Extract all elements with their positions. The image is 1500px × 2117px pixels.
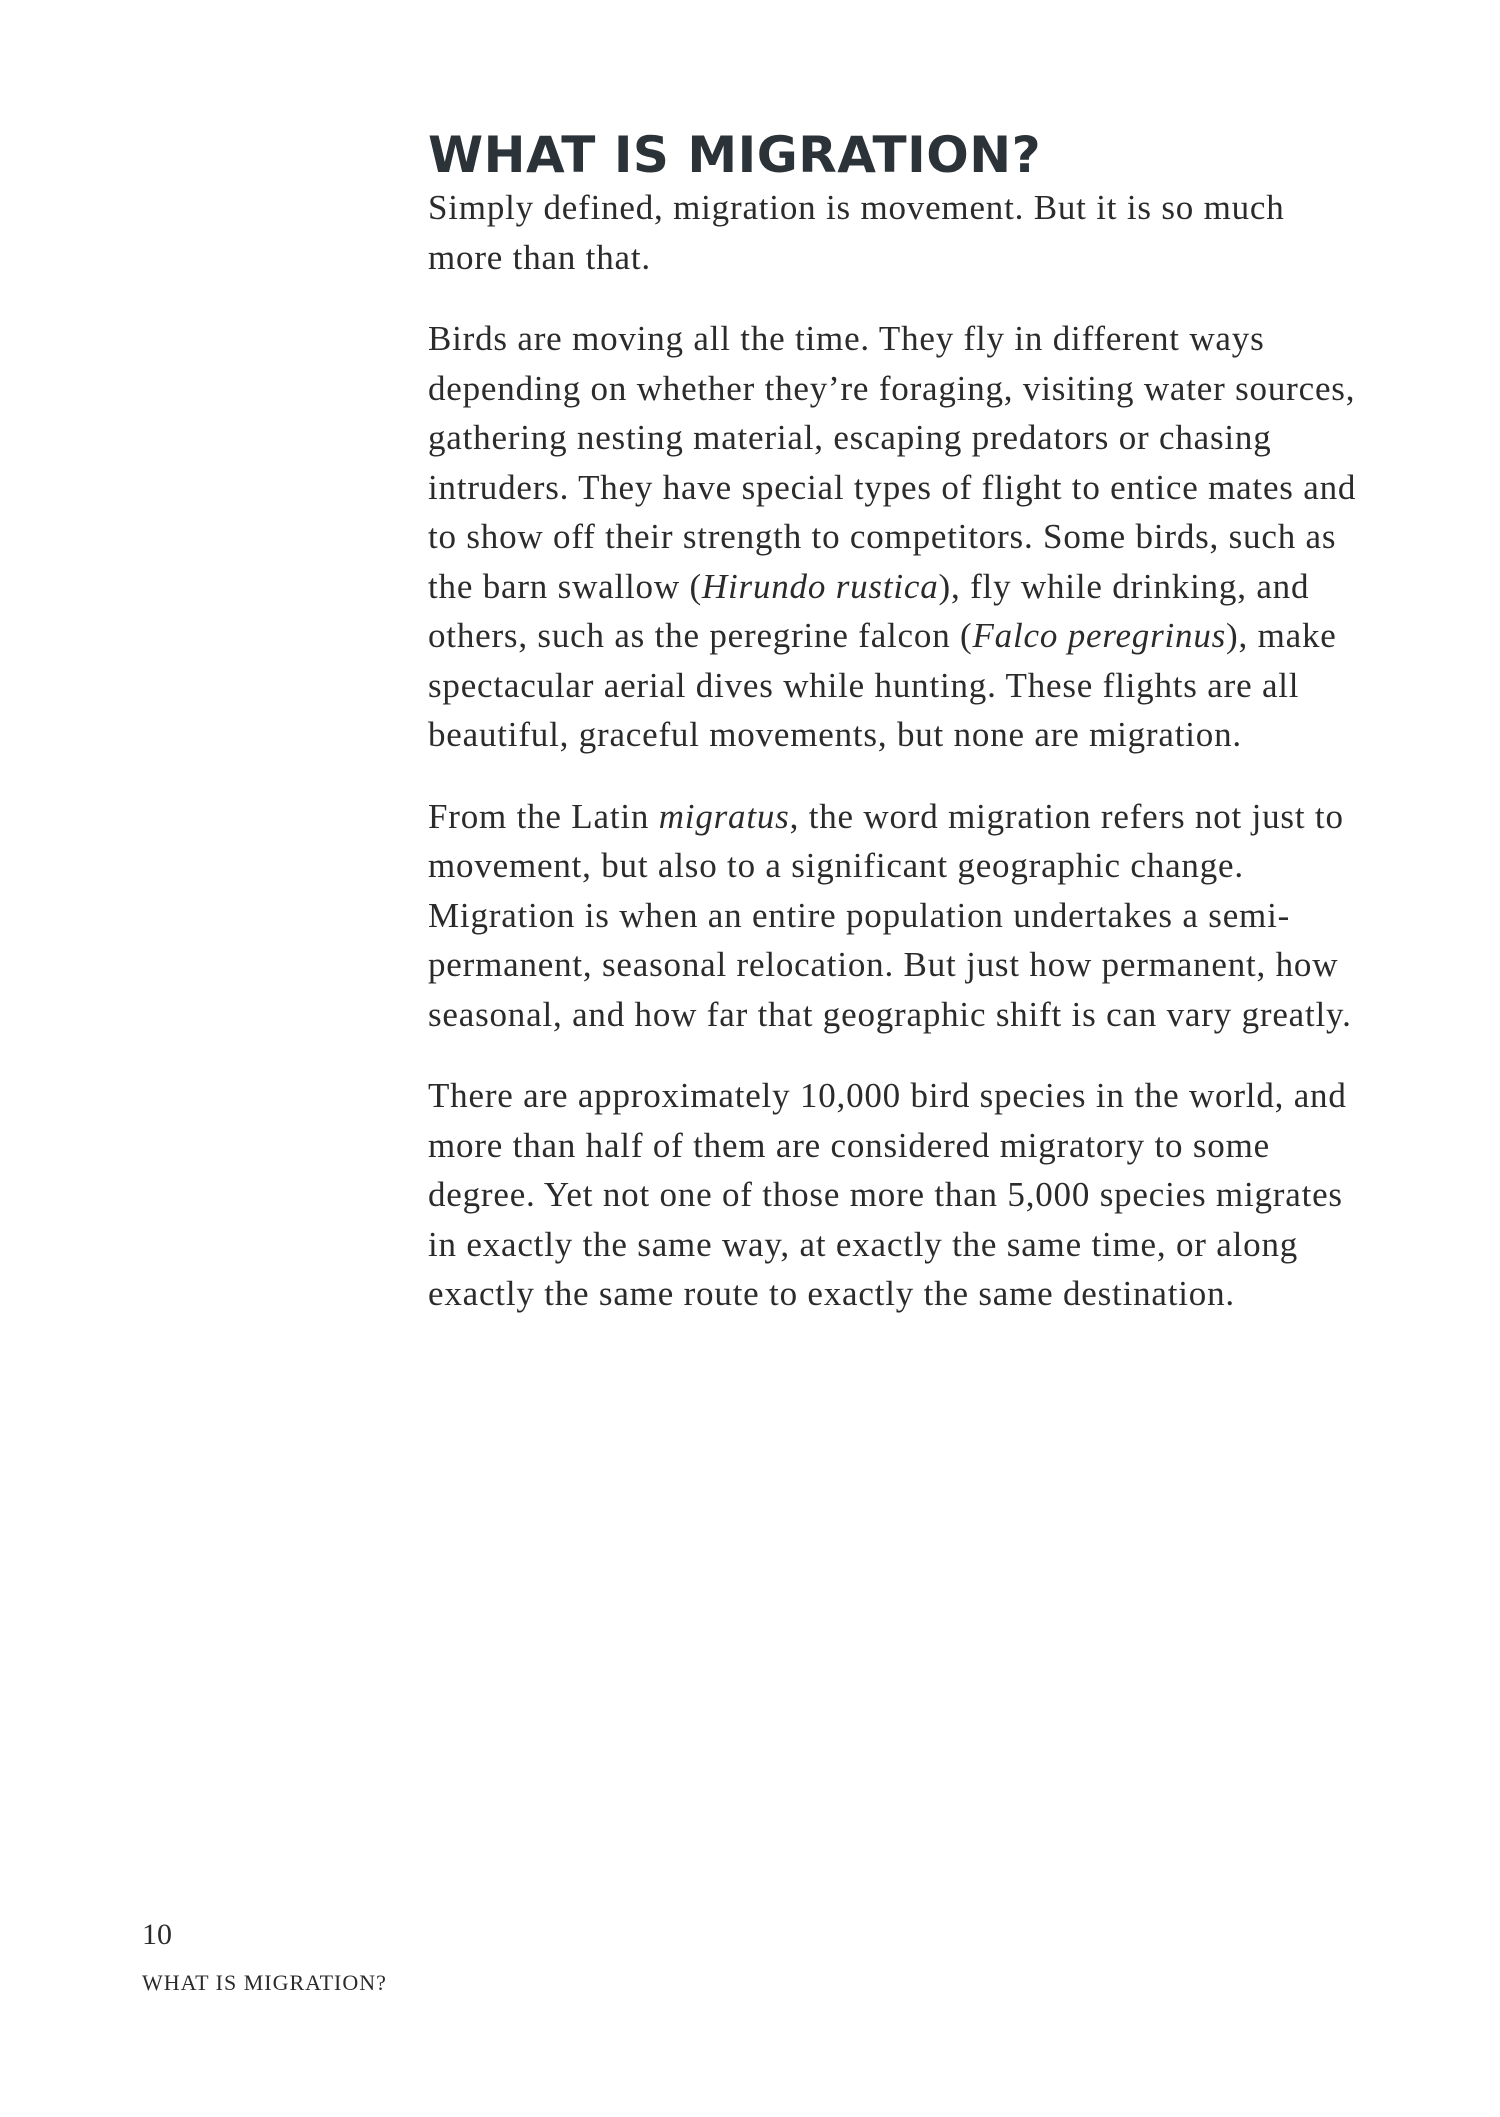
paragraph-intro (428, 183, 1368, 282)
paragraph-text: Birds are moving all the time. They fly in different ways depending on whether they’re foraging, visiting water sources, gathering nesting material, escaping predators or chasing intruders. They have special types of flight to entice mates and to show off their strength to competitors. Some birds, such as the barn swallow ( (428, 319, 1357, 606)
paragraph-etymology (428, 792, 1368, 1040)
paragraph-species-count (428, 1071, 1368, 1319)
paragraph-text: ), make spectacular aerial dives while hunting. These flights are all beautiful, graceful movements, but none are migration. (428, 616, 1337, 754)
paragraph-flight-types (428, 314, 1368, 760)
article-body (428, 128, 1368, 1351)
species-name-peregrine-falcon: Falco peregrinus (972, 616, 1227, 655)
paragraph-text: ), fly while drinking, and others, such as the peregrine falcon ( (428, 566, 1310, 655)
latin-term: migratus (658, 796, 790, 836)
paragraph-text: From the Latin (428, 796, 659, 836)
page-number: 10 (142, 1918, 172, 1951)
paragraph-text: , the word migration refers not just to movement, but also to a significant geographic change. Migration is when an entire population undertakes a semi-permanent, seasonal relocation. But just how permanent, how seasonal, and how far that geographic shift is can vary greatly. (428, 796, 1352, 1034)
paragraph-text: There are approximately 10,000 bird species in the world, and more than half of them are considered migratory to some degree. Yet not one of those more than 5,000 species migrates in exactly the same way, at exactly the same time, or along exactly the same route to exactly the same destination. (428, 1076, 1347, 1313)
page-title: WHAT IS MIGRATION? (428, 126, 1042, 184)
paragraph-text: Simply defined, migration is movement. But it is so much more than that. (428, 188, 1285, 277)
species-name-barn-swallow: Hirundo rustica (701, 566, 939, 606)
running-head: WHAT IS MIGRATION? (142, 1970, 387, 1995)
